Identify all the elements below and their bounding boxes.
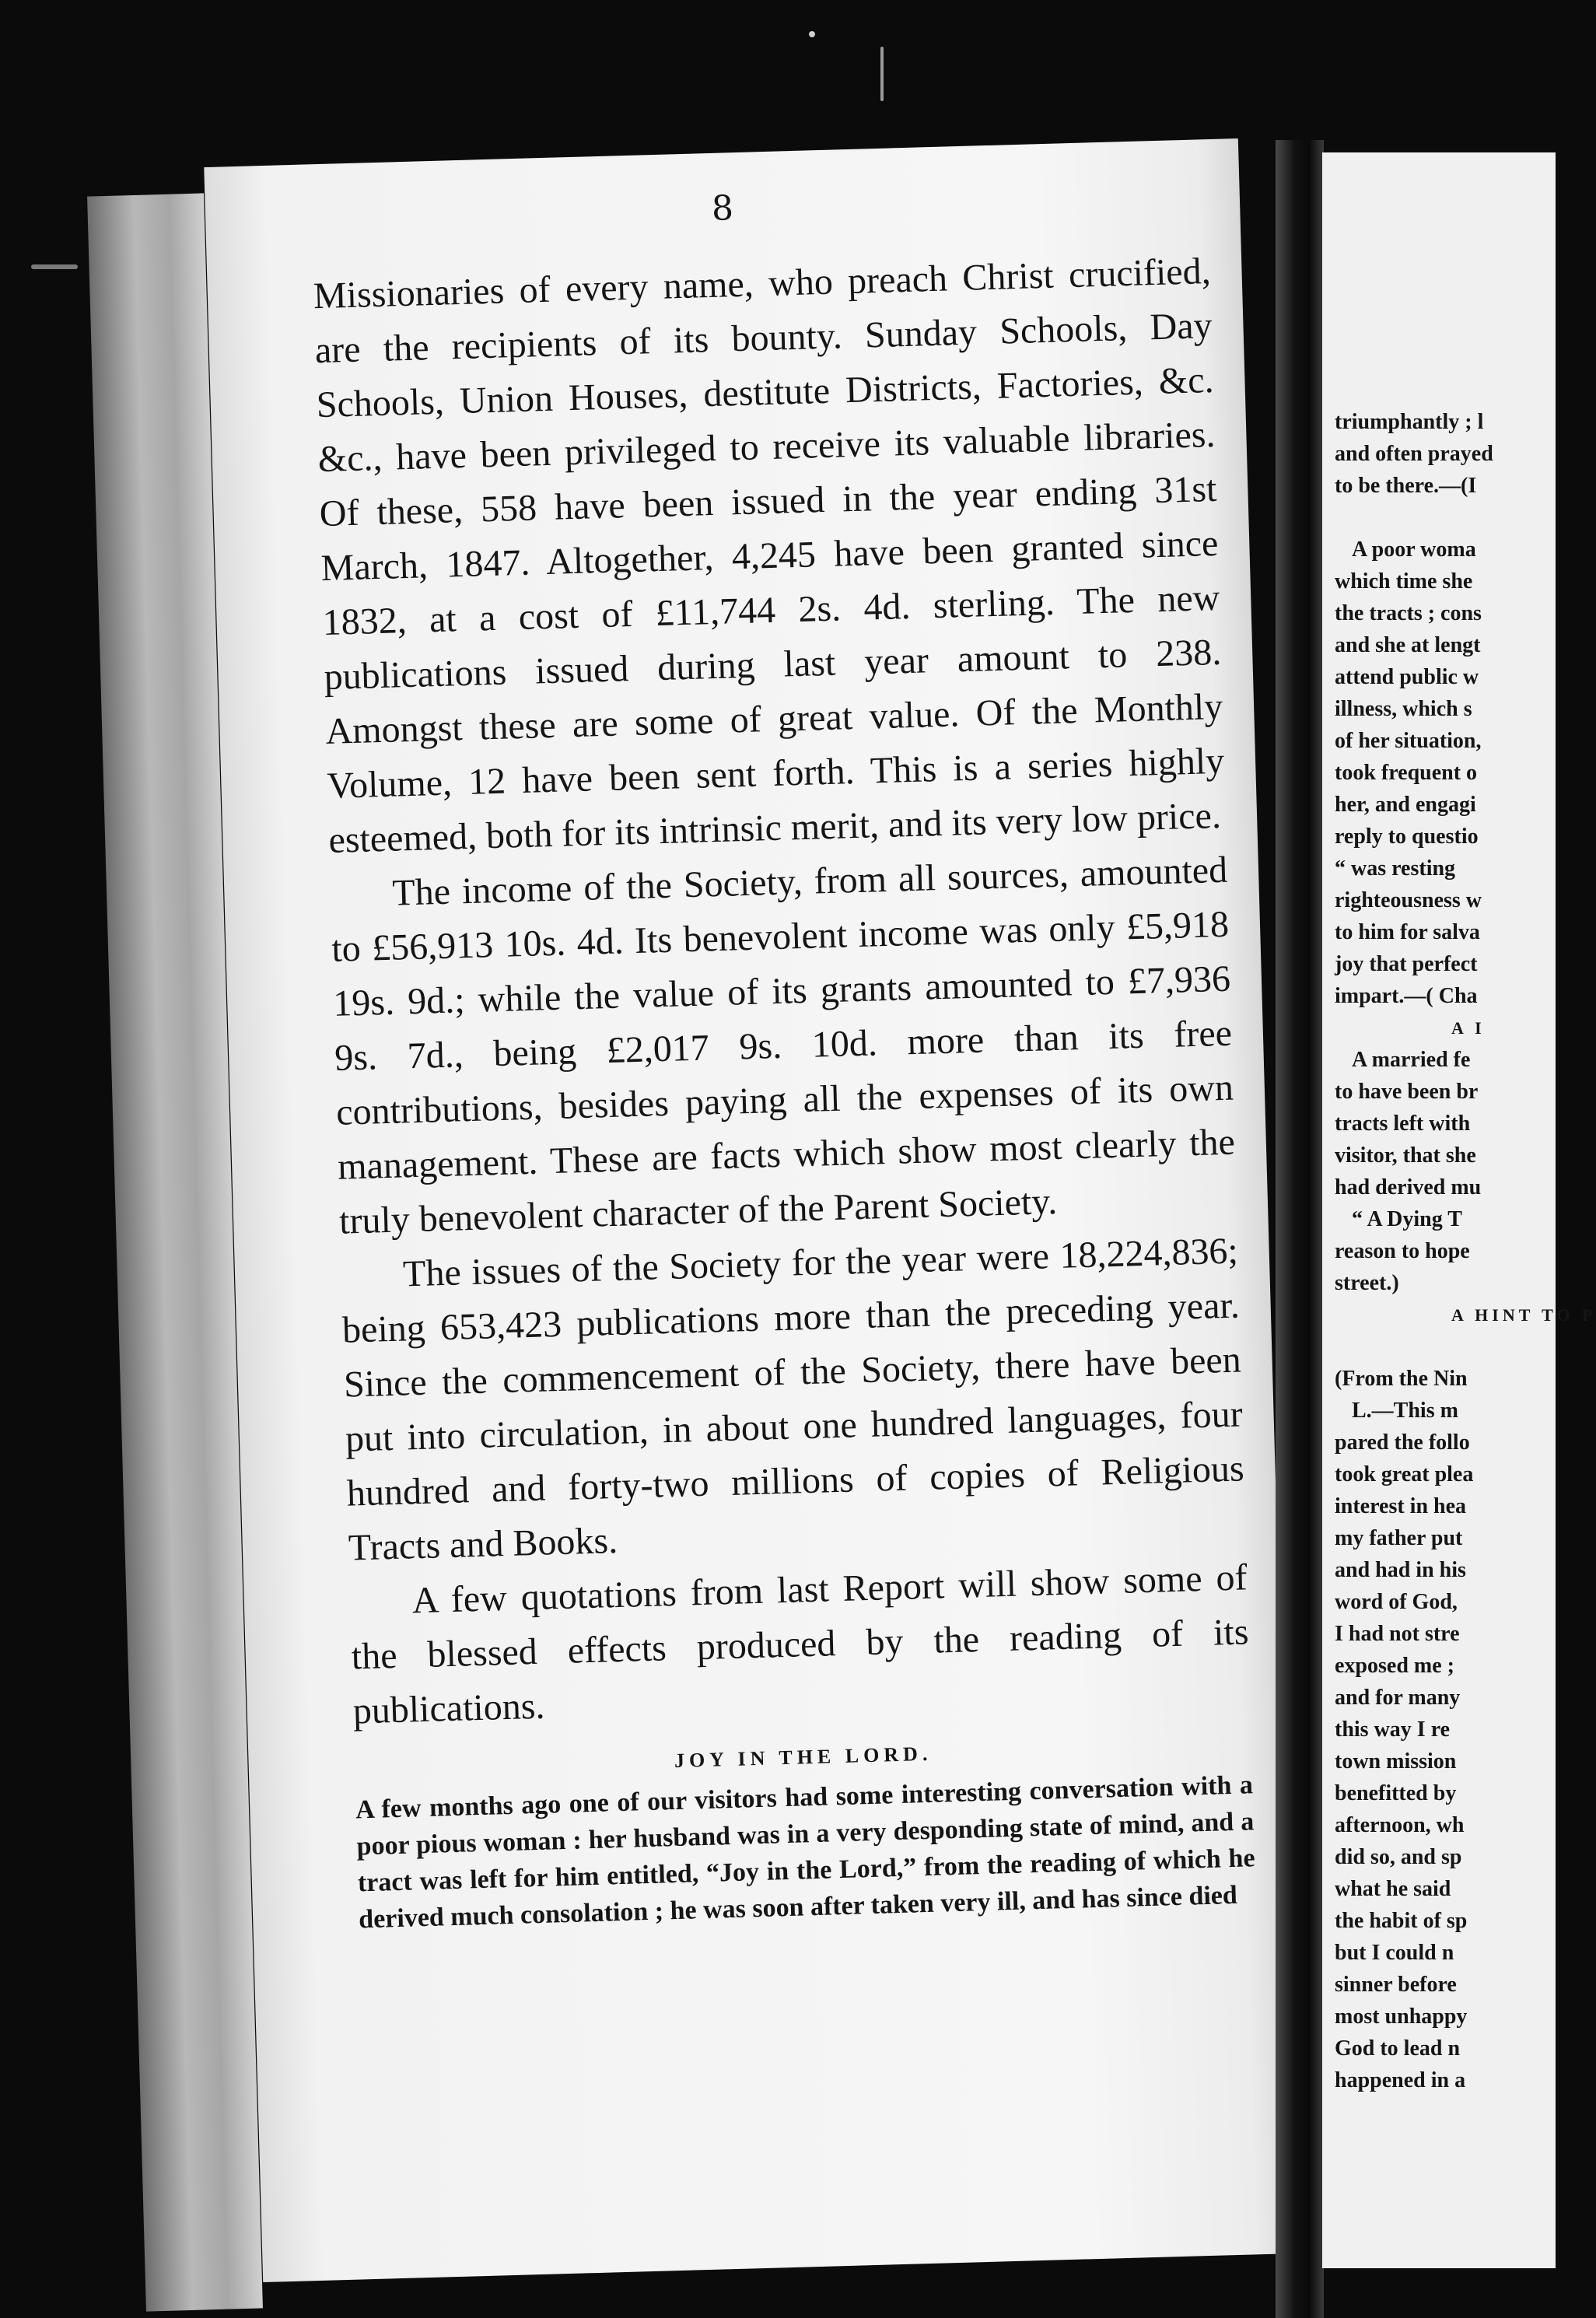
scan-speck (880, 47, 884, 101)
right-page-line: had derived mu (1335, 1175, 1482, 1199)
right-page-line: and for many (1335, 1686, 1461, 1710)
right-page-line: her, and engagi (1335, 793, 1476, 817)
right-page-line: and had in his (1335, 1558, 1466, 1582)
right-page-line: righteousness w (1335, 888, 1482, 912)
right-page-line: triumphantly ; l (1335, 410, 1484, 434)
right-page-line: of her situation, (1335, 729, 1482, 753)
right-page-line: but I could n (1335, 1941, 1454, 1965)
right-page-line: what he said (1335, 1877, 1451, 1901)
scan-speck (31, 264, 78, 269)
left-page (204, 138, 1297, 2282)
right-page-line: exposed me ; (1335, 1654, 1454, 1678)
right-page-line: most unhappy (1335, 2005, 1468, 2029)
right-page-line: to have been br (1335, 1080, 1479, 1104)
right-page-line: to be there.—(I (1335, 474, 1477, 498)
right-page-line: “ was resting (1335, 856, 1456, 881)
right-page-line: (From the Nin (1335, 1367, 1468, 1391)
right-page-line: A married fe (1352, 1048, 1471, 1072)
right-page-line: town mission (1335, 1749, 1457, 1774)
right-page-line: word of God, (1335, 1590, 1458, 1614)
right-page-line: joy that perfect (1335, 952, 1478, 976)
right-page-line: visitor, that she (1335, 1143, 1476, 1168)
right-page-line: “ A Dying T (1352, 1207, 1462, 1231)
right-page-line: street.) (1335, 1271, 1399, 1295)
paragraph: Missionaries of every name, who preach Christ crucified, are the recipients of its bounty. Sunday Schools, Day Schools, Union Houses, destitute Districts, Factories, &c. &c., have been privileged to receive its valuable libraries. Of these, 558 have been issued in the year ending 31st March, 1847. Altogether, 4,245 have been granted since 1832, at a cost of £11,744 2s. 4d. sterling. The new publications issued during last year amount to 238. Amongst these are some of great value. Of the Monthly Volume, 12 have been sent forth. This is a series highly esteemed, both for its intrinsic merit, and its very low price. (313, 250, 1225, 861)
paragraph: The issues of the Society for the year were 18,224,836; being 653,423 publications more than the preceding year. Since the commencement of the Society, there have been put into circulation, in about one hundred languages, four hundred and forty-two millions of copies of Religious Tracts and Books. (341, 1230, 1245, 1569)
right-page-line: the tracts ; cons (1335, 601, 1482, 625)
right-page-line: A HINT TO P (1451, 1305, 1596, 1325)
right-page-line: and often prayed (1335, 442, 1493, 466)
page-number: 8 (711, 188, 734, 229)
scan-speck (809, 31, 815, 37)
right-page-line: A I (1451, 1018, 1486, 1038)
right-page-line: impart.—( Cha (1335, 984, 1478, 1008)
right-page-line: took great plea (1335, 1462, 1474, 1486)
right-page-line: the habit of sp (1335, 1909, 1468, 1933)
right-page-line: A poor woma (1352, 537, 1476, 562)
book-gutter (1276, 140, 1324, 2318)
page-body (313, 244, 1256, 1938)
right-page-line (1335, 502, 1556, 534)
right-page-text (1335, 406, 1596, 2096)
right-page-line: which time she (1335, 569, 1473, 594)
right-page-line: did so, and sp (1335, 1845, 1462, 1869)
right-page (1322, 152, 1596, 2268)
right-page-line: this way I re (1335, 1717, 1451, 1742)
right-page-line: happened in a (1335, 2068, 1466, 2092)
section-heading: JOY IN THE LORD. (674, 1742, 933, 1773)
extract-text: A few months ago one of our visitors had some interesting conversation with a poor pious woman : her husband was in a very desponding state of mind, and a tract was left for him entitled, “Joy in the Lord,” from the reading of which he derived much consolation ; he was soon after taken very ill, and has since died (355, 1770, 1256, 1935)
right-page-line: I had not stre (1335, 1622, 1460, 1646)
right-page-line (1335, 1331, 1556, 1363)
right-page-line: interest in hea (1335, 1494, 1467, 1518)
right-page-line: afternoon, wh (1335, 1813, 1465, 1837)
paragraph: The income of the Society, from all sources, amounted to £56,913 10s. 4d. Its benevolent income was only £5,918 19s. 9d.; while the value of its grants amounted to £7,936 9s. 7d., being £2,017 9s. 10d. more than its free contributions, besides paying all the expenses of its own management. These are facts which show most clearly the truly benevolent character of the Parent Society. (331, 849, 1236, 1242)
right-page-line: benefitted by (1335, 1781, 1457, 1805)
right-page-line: tracts left with (1335, 1112, 1471, 1136)
right-page-line: attend public w (1335, 665, 1479, 689)
paragraph: A few quotations from last Report will show some of the blessed effects produced by the reading of its publications. (351, 1556, 1250, 1732)
right-page-line: L.—This m (1352, 1399, 1458, 1423)
right-page-line: pared the follo (1335, 1430, 1470, 1455)
right-page-line: illness, which s (1335, 697, 1472, 721)
right-page-line: my father put (1335, 1526, 1463, 1550)
right-page-line: reply to questio (1335, 825, 1479, 849)
right-page-line: reason to hope (1335, 1239, 1470, 1263)
right-page-line: sinner before (1335, 1973, 1457, 1997)
right-page-line: took frequent o (1335, 761, 1478, 785)
right-page-line: God to lead n (1335, 2036, 1461, 2061)
right-page-line: and she at lengt (1335, 633, 1481, 657)
right-page-line: to him for salva (1335, 920, 1480, 944)
